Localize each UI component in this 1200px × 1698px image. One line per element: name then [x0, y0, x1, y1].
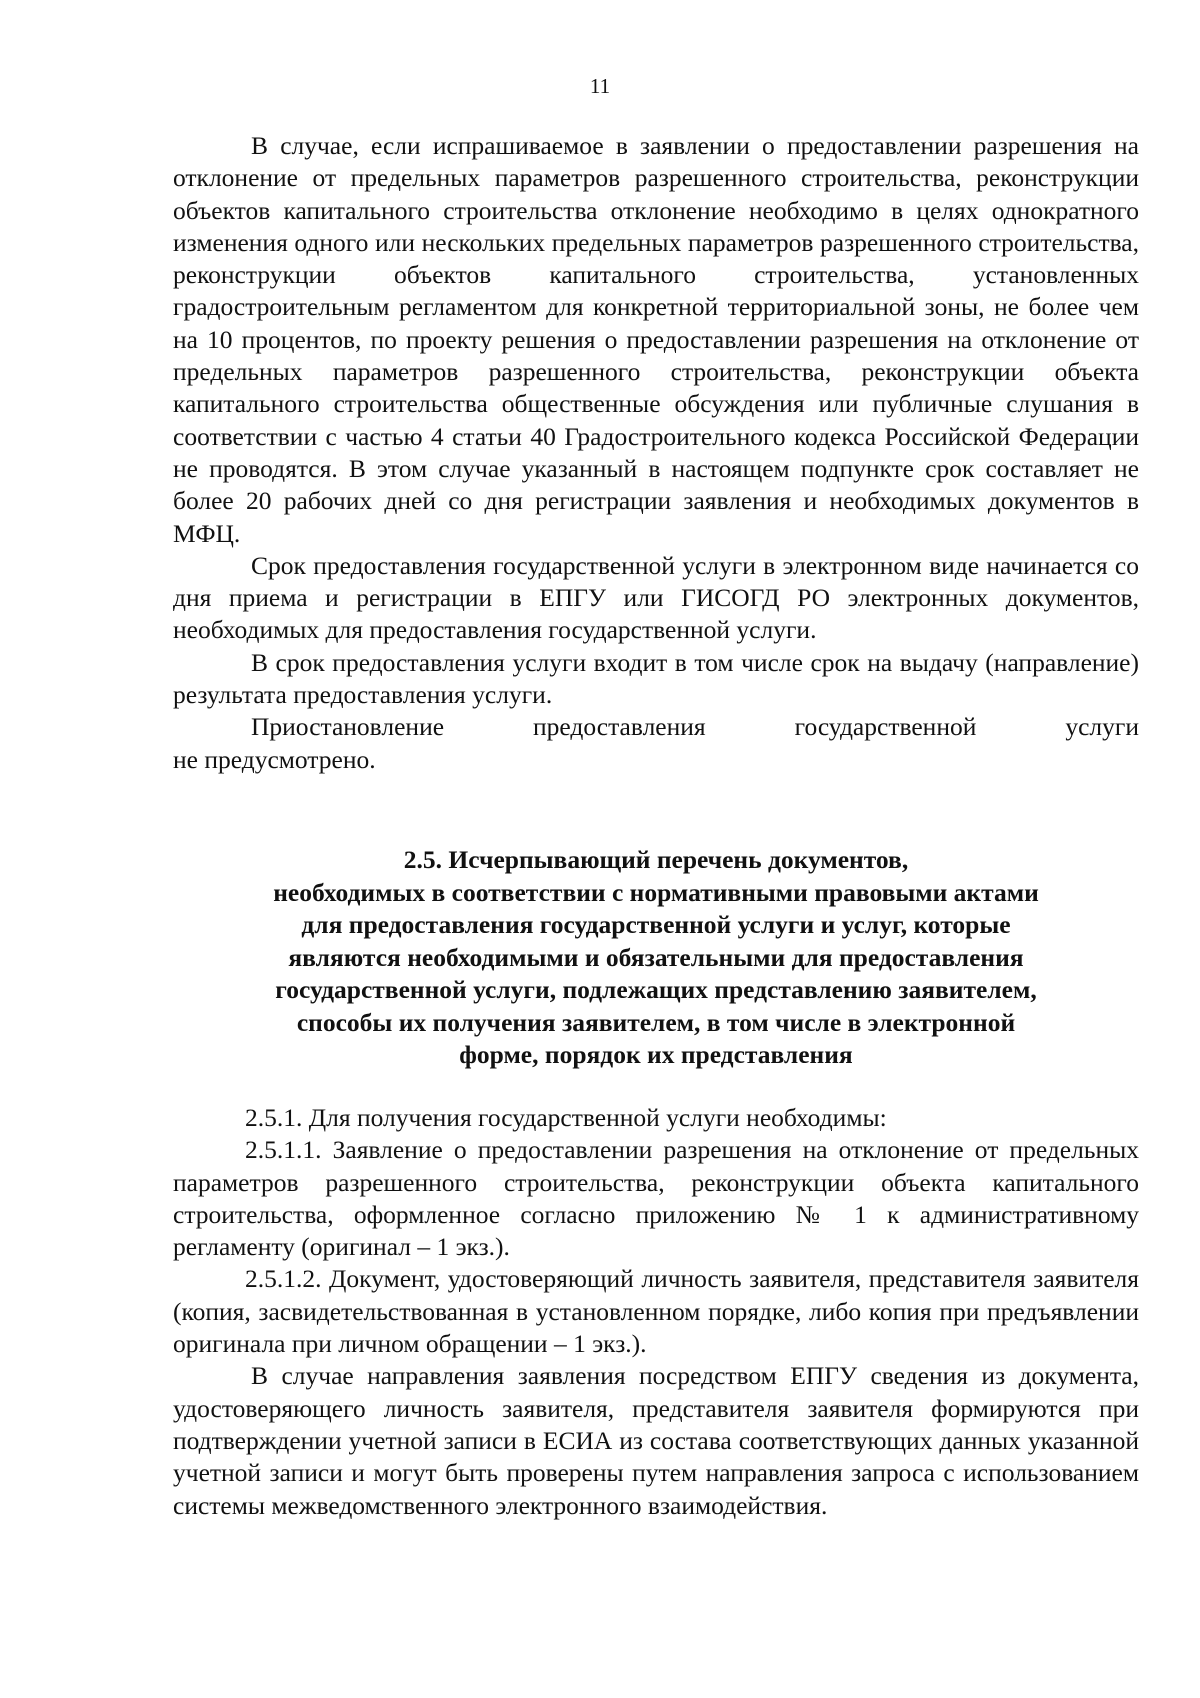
paragraph: Приостановление предоставления государственной услуги [251, 712, 1139, 742]
body-section-bottom [173, 1102, 1139, 1522]
body-section-top [173, 130, 1139, 776]
heading-line: являются необходимыми и обязательными для предоставления [288, 942, 1024, 972]
heading-line: необходимых в соответствии с нормативными правовыми актами [273, 877, 1039, 907]
heading-line: форме, порядок их представления [459, 1040, 853, 1069]
heading-line: государственной услуги, подлежащих представлению заявителем, [275, 975, 1037, 1004]
heading-line: для предоставления государственной услуги и услуг, которые [301, 910, 1011, 939]
page-number: 11 [589, 74, 611, 98]
heading-line: способы их получения заявителем, в том числе в электронной [296, 1007, 1016, 1037]
paragraph: В случае, если испрашиваемое в заявлении о предоставлении разрешения на отклонение от предельных параметров разрешенного строительства, реконструкции объектов капитального строительства отклонение необходимо в целях однократного изменения одного или нескольких предельных параметров разрешенного строительства, реконструкции объектов капитального строительства, установленных градостроительным регламентом для конкретной территориальной зоны, не более чем на 10 процентов, по проекту решения о предоставлении разрешения на отклонение от предельных параметров разрешенного строительства, реконструкции объекта капитального строительства общественные обсуждения или публичные слушания в соответствии с частью 4 статьи 40 Градостроительного кодекса Российской Федерации не проводятся. В этом случае указанный в настоящем подпункте срок составляет не более 20 рабочих дней со дня регистрации заявления и необходимых документов в МФЦ. [173, 131, 1139, 548]
paragraph: Срок предоставления государственной услуги в электронном виде начинается со дня приема и регистрации в ЕПГУ или ГИСОГД РО электронных документов, необходимых для предоставления государственной услуги. [173, 550, 1139, 645]
paragraph: В случае направления заявления посредством ЕПГУ сведения из документа, удостоверяющего личность заявителя, представителя заявителя формируются при подтверждении учетной записи в ЕСИА из состава соответствующих данных указанной учетной записи и могут быть проверены путем направления запроса с использованием системы межведомственного электронного взаимодействия. [173, 1361, 1139, 1520]
paragraph: 2.5.1.1. Заявление о предоставлении разрешения на отклонение от предельных параметров разрешенного строительства, реконструкции объекта капитального строительства, оформленное согласно приложению № 1 к административному регламенту (оригинал – 1 экз.). [173, 1135, 1139, 1262]
section-heading [173, 844, 1139, 1072]
heading-line: 2.5. Исчерпывающий перечень документов, [403, 845, 909, 874]
paragraph-continuation: не предусмотрено. [173, 744, 376, 774]
paragraph: В срок предоставления услуги входит в том числе срок на выдачу (направление) результата предоставления услуги. [173, 647, 1139, 710]
paragraph: 2.5.1. Для получения государственной услуги необходимы: [245, 1103, 887, 1132]
paragraph: 2.5.1.2. Документ, удостоверяющий личность заявителя, представителя заявителя (копия, засвидетельствованная в установленном порядке, либо копия при предъявлении оригинала при личном обращении – 1 экз.). [173, 1264, 1139, 1359]
